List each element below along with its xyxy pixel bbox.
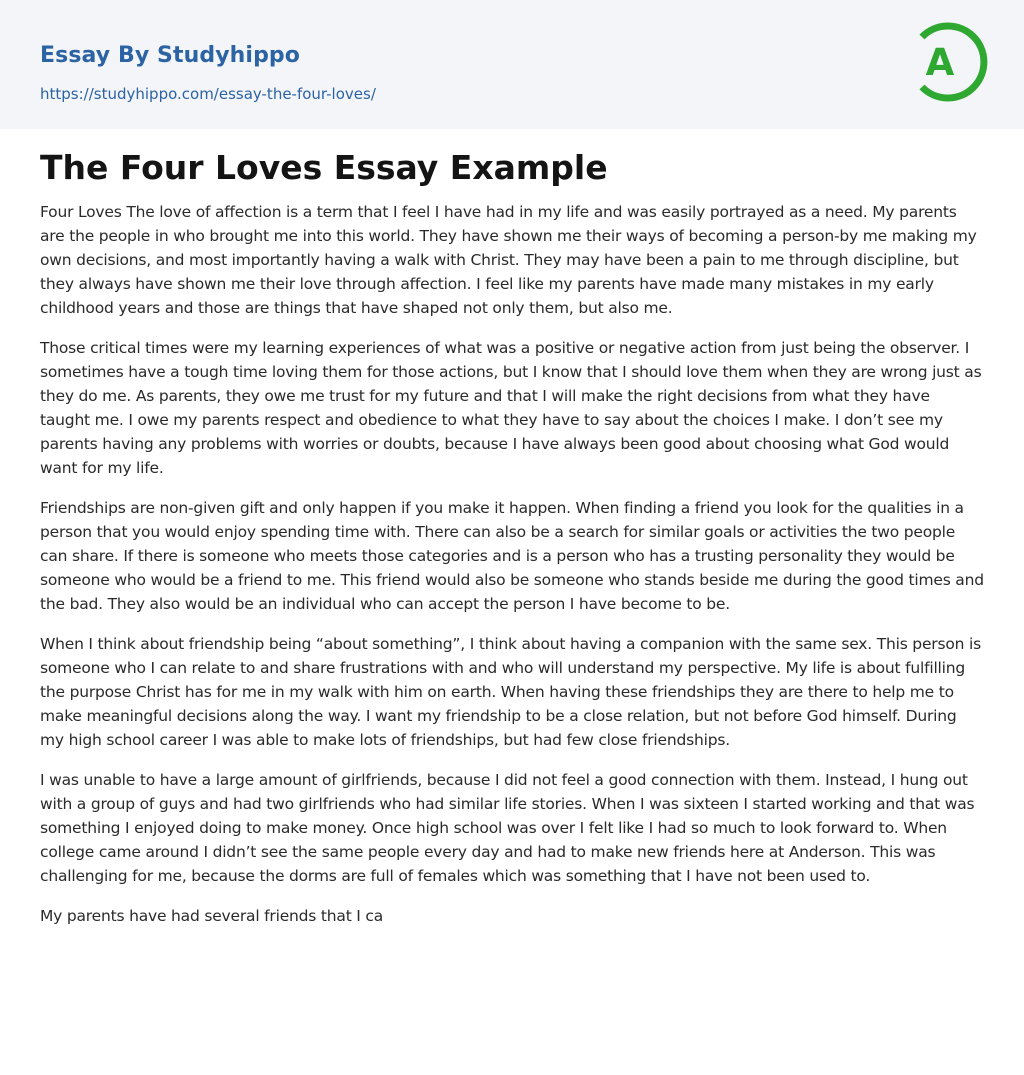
essay-paragraph: Those critical times were my learning experiences of what was a positive or negative action from just being the observer. I sometimes have a tough time loving them for those actions, but I know that I should love them when they are wrong just as they do me. As parents, they owe me trust for my future and that I will make the right decisions from what they have taught me. I owe my parents respect and obedience to what they have to say about the choices I make. I don’t see my parents having any problems with worries or doubts, because I have always been good about choosing what God would want for my life. <box>40 339 982 477</box>
essay-paragraph: When I think about friendship being “about something”, I think about having a companion with the same sex. This person is someone who I can relate to and share frustrations with and who will understand my perspective. My life is about fulfilling the purpose Christ has for me in my walk with him on earth. When having these friendships they are there to help me to make meaningful decisions along the way. I want my friendship to be a close relation, but not before God himself. During my high school career I was able to make lots of friendships, but had few close friendships. <box>40 635 981 749</box>
essay-paragraph-truncated: My parents have had several friends that I ca <box>40 907 384 925</box>
site-header <box>0 0 1024 129</box>
essay-content <box>40 146 984 944</box>
logo-letter: A <box>925 41 955 84</box>
page-title: The Four Loves Essay Example <box>40 148 608 187</box>
essay-paragraph: I was unable to have a large amount of girlfriends, because I did not feel a good connection with them. Instead, I hung out with a group of guys and had two girlfriends who had similar life stories. When I was sixteen I started working and that was something I enjoyed doing to make money. Once high school was over I felt like I had so much to look forward to. When college came around I didn’t see the same people every day and had to make new friends here at Anderson. This was challenging for me, because the dorms are full of females which was something that I have not been used to. <box>40 771 975 885</box>
studyhippo-logo-icon[interactable] <box>910 18 988 106</box>
essay-paragraph: Friendships are non-given gift and only happen if you make it happen. When finding a friend you look for the qualities in a person that you would enjoy spending time with. There can also be a search for similar goals or activities the two people can share. If there is someone who meets those categories and is a person who has a trusting personality they would be someone who would be a friend to me. This friend would also be someone who stands beside me during the good times and the bad. They also would be an individual who can accept the person I have become to be. <box>40 499 984 613</box>
essay-url-link[interactable]: https://studyhippo.com/essay-the-four-loves/ <box>40 85 376 103</box>
essay-paragraph: Four Loves The love of affection is a term that I feel I have had in my life and was easily portrayed as a need. My parents are the people in who brought me into this world. They have shown me their ways of becoming a person-by me making my own decisions, and most importantly having a walk with Christ. They may have been a pain to me through discipline, but they always have shown me their love through affection. I feel like my parents have made many mistakes in my early childhood years and those are things that have shaped not only them, but also me. <box>40 203 977 317</box>
site-brand[interactable]: Essay By Studyhippo <box>40 43 300 68</box>
